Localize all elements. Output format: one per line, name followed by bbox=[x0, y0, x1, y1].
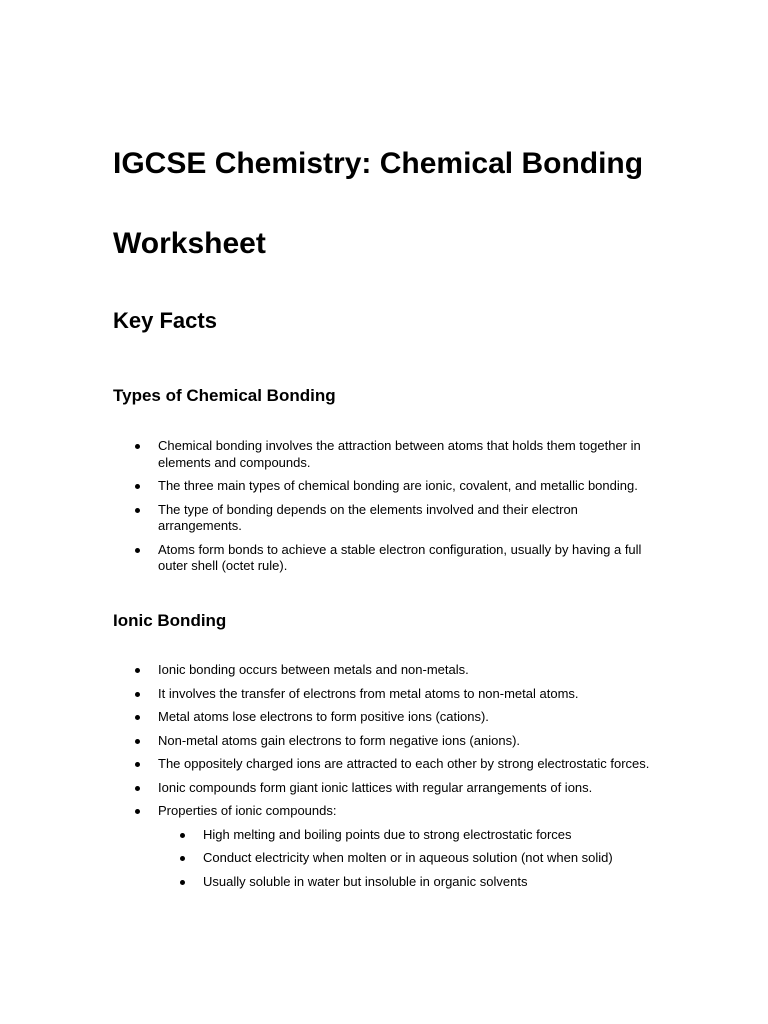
list-item bbox=[113, 756, 658, 773]
list-item-text: It involves the transfer of electrons from metal atoms to non-metal atoms. bbox=[158, 685, 579, 701]
bullet-icon bbox=[135, 762, 140, 767]
list-item-text: Non-metal atoms gain electrons to form negative ions (anions). bbox=[158, 732, 521, 748]
sub-list-item-text: Conduct electricity when molten or in aqueous solution (not when solid) bbox=[203, 850, 613, 865]
page-title: IGCSE Chemistry: Chemical Bonding Worksheet bbox=[113, 147, 644, 260]
list-item bbox=[113, 780, 658, 797]
list-item bbox=[113, 502, 658, 535]
list-item bbox=[113, 803, 658, 890]
list-item-text: Metal atoms lose electrons to form positive ions (cations). bbox=[158, 709, 489, 724]
list-item bbox=[113, 438, 658, 471]
list-item-text: Chemical bonding involves the attraction between atoms that holds them together in elements and compounds. bbox=[158, 438, 641, 470]
bullet-icon bbox=[180, 833, 185, 838]
list-item bbox=[113, 662, 658, 679]
bullet-icon bbox=[135, 715, 140, 720]
sub-list-item bbox=[158, 827, 658, 844]
bullet-icon bbox=[135, 668, 140, 673]
list-item-text: Ionic compounds form giant ionic lattices with regular arrangements of ions. bbox=[158, 779, 593, 795]
ionic-bonding-list bbox=[113, 662, 658, 897]
list-item-text: Properties of ionic compounds: bbox=[158, 803, 337, 818]
bullet-icon bbox=[135, 484, 140, 489]
sub-list-item-text: High melting and boiling points due to strong electrostatic forces bbox=[203, 826, 572, 842]
list-item bbox=[113, 733, 658, 750]
list-item-text: The type of bonding depends on the elements involved and their electron arrangements. bbox=[158, 501, 578, 533]
list-item bbox=[113, 478, 658, 495]
list-item bbox=[113, 542, 658, 575]
sub-list-item-text: Usually soluble in water but insoluble in organic solvents bbox=[203, 873, 528, 889]
section-heading-ionic-bonding: Ionic Bonding bbox=[113, 611, 227, 630]
bullet-icon bbox=[135, 692, 140, 697]
types-of-bonding-list bbox=[113, 438, 658, 575]
list-item-text: The three main types of chemical bonding are ionic, covalent, and metallic bonding. bbox=[158, 478, 638, 493]
key-facts-heading: Key Facts bbox=[113, 308, 217, 333]
ionic-properties-sublist bbox=[158, 827, 658, 891]
bullet-icon bbox=[135, 739, 140, 744]
sub-list-item bbox=[158, 850, 658, 867]
bullet-icon bbox=[180, 880, 185, 885]
list-item-text: Atoms form bonds to achieve a stable electron configuration, usually by having a full outer shell (octet rule). bbox=[158, 541, 642, 573]
bullet-icon bbox=[180, 856, 185, 861]
bullet-icon bbox=[135, 444, 140, 449]
section-heading-types-of-bonding: Types of Chemical Bonding bbox=[113, 386, 336, 405]
list-item bbox=[113, 686, 658, 703]
list-item-text: The oppositely charged ions are attracted to each other by strong electrostatic forces. bbox=[158, 756, 650, 771]
bullet-icon bbox=[135, 508, 140, 513]
list-item-text: Ionic bonding occurs between metals and non-metals. bbox=[158, 662, 469, 677]
bullet-icon bbox=[135, 786, 140, 791]
bullet-icon bbox=[135, 548, 140, 553]
bullet-icon bbox=[135, 809, 140, 814]
list-item bbox=[113, 709, 658, 726]
sub-list-item bbox=[158, 874, 658, 891]
